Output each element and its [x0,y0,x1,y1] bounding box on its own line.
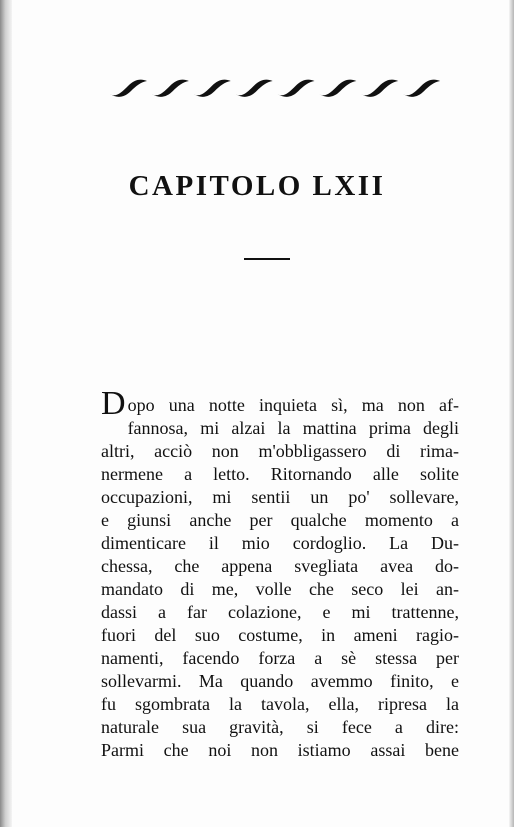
body-paragraph [101,385,459,762]
text-line: dassi a far colazione, e mi trattenne, [101,602,459,622]
title-rule [244,258,290,260]
text-line: mandato di me, volle che seco lei an- [101,579,459,599]
text-line: fu sgombrata la tavola, ella, ripresa la [101,694,459,714]
wave-ornament-icon [278,80,315,97]
text-line: nermene a letto. Ritornando alle solite [101,464,459,484]
text-line: fannosa, mi alzai la mattina prima degli [127,418,459,438]
drop-cap: D [101,385,126,422]
wave-ornament-icon [403,80,440,97]
text-line: Parmi che noi non istiamo assai bene [101,740,459,760]
wave-ornament-icon [152,80,189,97]
wave-ornament-icon [194,80,231,97]
wave-ornament-icon [108,72,443,102]
page-gutter-shadow [0,0,12,827]
text-line: opo una notte inquieta sì, ma non af- [127,395,459,415]
wave-ornament-icon [319,80,356,97]
wave-ornament-icon [110,80,147,97]
text-line: naturale sua gravità, si fece a dire: [101,717,459,737]
wave-ornament-icon [361,80,398,97]
text-line: fuori del suo costume, in ameni ragio- [101,625,459,645]
text-line: namenti, facendo forza a sè stessa per [101,648,459,668]
text-line: dimenticare il mio cordoglio. La Du- [101,533,459,553]
wave-ornament-icon [236,80,273,97]
page-edge-shadow [509,0,514,827]
text-line: altri, acciò non m'obbligassero di rima- [101,441,459,461]
chapter-title: CAPITOLO LXII [128,170,386,202]
text-line: chessa, che appena svegliata avea do- [101,556,459,576]
text-line: sollevarmi. Ma quando avemmo finito, e [101,671,459,691]
text-line: occupazioni, mi sentii un po' sollevare, [101,487,459,507]
text-line: e giunsi anche per qualche momento a [101,510,459,530]
